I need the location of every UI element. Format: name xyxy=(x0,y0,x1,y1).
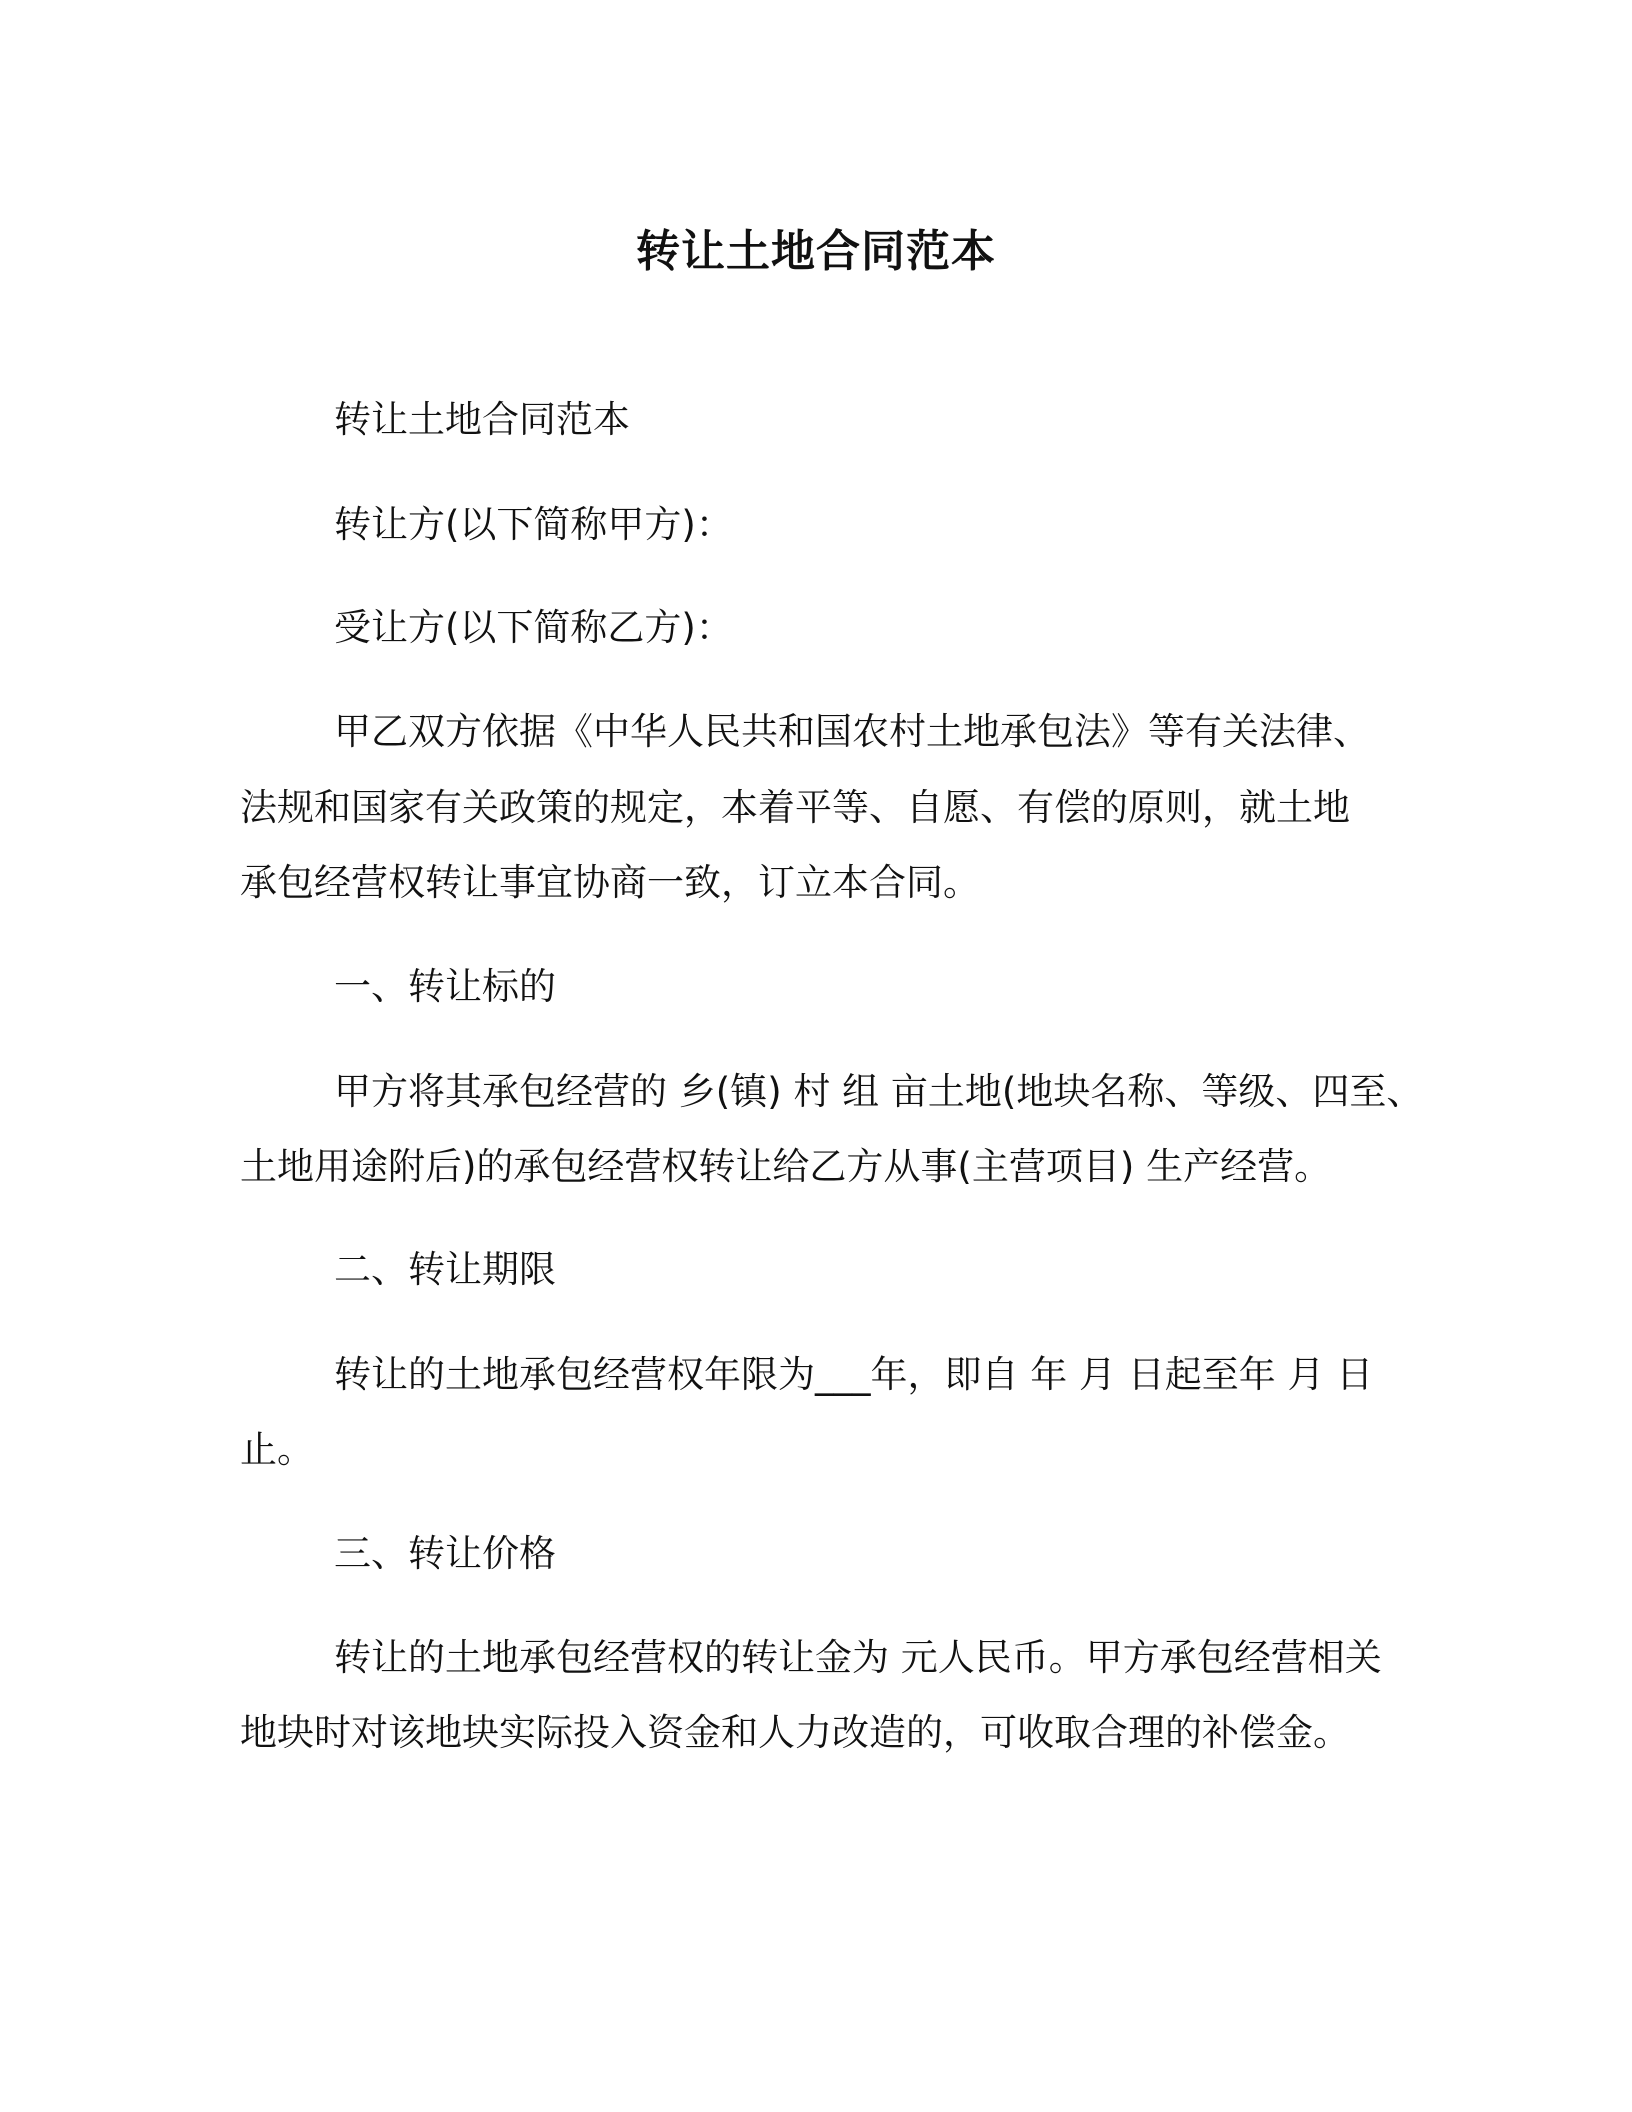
preamble-line-1: 甲乙双方依据《中华人民共和国农村土地承包法》等有关法律、 xyxy=(334,710,1370,753)
section-1-line-1: 甲方将其承包经营的 乡(镇) 村 组 亩土地(地块名称、等级、四至、 xyxy=(334,1070,1424,1113)
section-1-line-2: 土地用途附后)的承包经营权转让给乙方从事(主营项目) 生产经营。 xyxy=(240,1145,1332,1188)
section-heading-3: 三、转让价格 xyxy=(334,1532,556,1575)
subtitle-line: 转让土地合同范本 xyxy=(334,398,630,441)
preamble-line-2: 法规和国家有关政策的规定，本着平等、自愿、有偿的原则，就土地 xyxy=(240,786,1350,829)
section-heading-1: 一、转让标的 xyxy=(334,965,556,1008)
section-2-line-1: 转让的土地承包经营权年限为___年，即自 年 月 日起至年 月 日 xyxy=(334,1353,1374,1396)
transferor-line: 转让方(以下简称甲方)： xyxy=(334,503,733,546)
section-heading-2: 二、转让期限 xyxy=(334,1248,556,1291)
preamble-line-3: 承包经营权转让事宜协商一致，订立本合同。 xyxy=(240,861,980,904)
section-3-line-2: 地块时对该地块实际投入资金和人力改造的，可收取合理的补偿金。 xyxy=(240,1711,1350,1754)
section-2-line-2: 止。 xyxy=(240,1428,314,1471)
transferee-line: 受让方(以下简称乙方)： xyxy=(334,606,733,649)
document-title: 转让土地合同范本 xyxy=(636,226,996,277)
section-3-line-1: 转让的土地承包经营权的转让金为 元人民币。甲方承包经营相关 xyxy=(334,1636,1382,1679)
